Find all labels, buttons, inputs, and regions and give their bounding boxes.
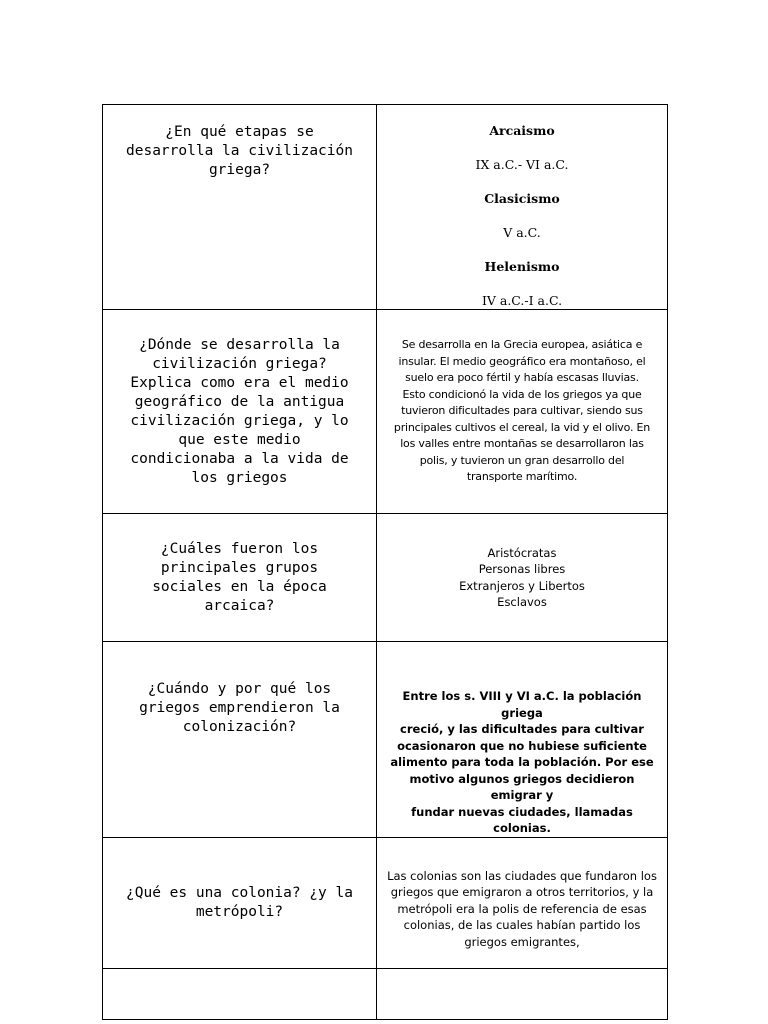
answer-cell <box>377 968 668 1019</box>
table-row <box>103 642 668 838</box>
table-row <box>103 968 668 1019</box>
question-cell <box>103 105 377 310</box>
answer-text <box>377 105 667 309</box>
answer-text: Aristócratas Personas libres Extranjeros y Libertos Esclavos <box>459 545 585 609</box>
question-text: ¿Qué es una colonia? ¿y la metrópoli? <box>126 884 353 920</box>
table-row <box>103 310 668 514</box>
stage-name: Helenismo <box>484 259 560 274</box>
answer-cell <box>377 514 668 642</box>
table-row <box>103 837 668 968</box>
stage-dates: IX a.C.- VI a.C. <box>475 157 569 172</box>
question-text: ¿Cuáles fueron los principales grupos sociales en la época arcaica? <box>152 540 327 614</box>
stage-name: Clasicismo <box>484 191 560 206</box>
answer-cell <box>377 105 668 310</box>
answer-cell <box>377 310 668 514</box>
stage-dates: IV a.C.-I a.C. <box>481 293 563 308</box>
question-cell <box>103 837 377 968</box>
flashcard-table <box>102 104 668 1020</box>
question-text: ¿Cuándo y por qué los griegos emprendieron la colonización? <box>139 681 340 735</box>
answer-text: Se desarrolla en la Grecia europea, asiática e insular. El medio geográfico era montañoso, el suelo era poco fértil y había escasas lluvias. Esto condicionó la vida de los griegos ya que tuvieron dificultades para cultivar, siendo sus principales cultivos el cereal, la vid y el olivo. En los valles entre montañas se desarrollaron las polis, y tuvieron un gran desarrollo del transporte marítimo. <box>393 338 651 484</box>
answer-cell <box>377 837 668 968</box>
table-row <box>103 105 668 310</box>
question-text: ¿En qué etapas se desarrolla la civilización griega? <box>126 124 353 178</box>
question-cell <box>103 968 377 1019</box>
answer-text: Las colonias son las ciudades que fundaron los griegos que emigraron a otros territorios, y la metrópoli era la polis de referencia de esas colonias, de las cuales habían partido los griegos emigrantes, <box>387 868 657 949</box>
stage-name: Arcaismo <box>489 123 555 138</box>
question-cell <box>103 514 377 642</box>
answer-text: Entre los s. VIII y VI a.C. la población griega creció, y las dificultades para cultivar ocasionaron que no hubiese suficiente alimento para toda la población. Por ese motivo algunos griegos decidieron emigrar y fundar nuevas ciudades, llamadas colonias. <box>390 689 654 835</box>
answer-cell <box>377 642 668 838</box>
question-text: ¿Dónde se desarrolla la civilización griega? Explica como era el medio geográfico de la antigua civilización griega, y lo que este medio condicionaba a la vida de los griegos <box>130 336 349 486</box>
question-cell <box>103 310 377 514</box>
table-row <box>103 514 668 642</box>
stage-dates: V a.C. <box>503 225 541 240</box>
question-cell <box>103 642 377 838</box>
